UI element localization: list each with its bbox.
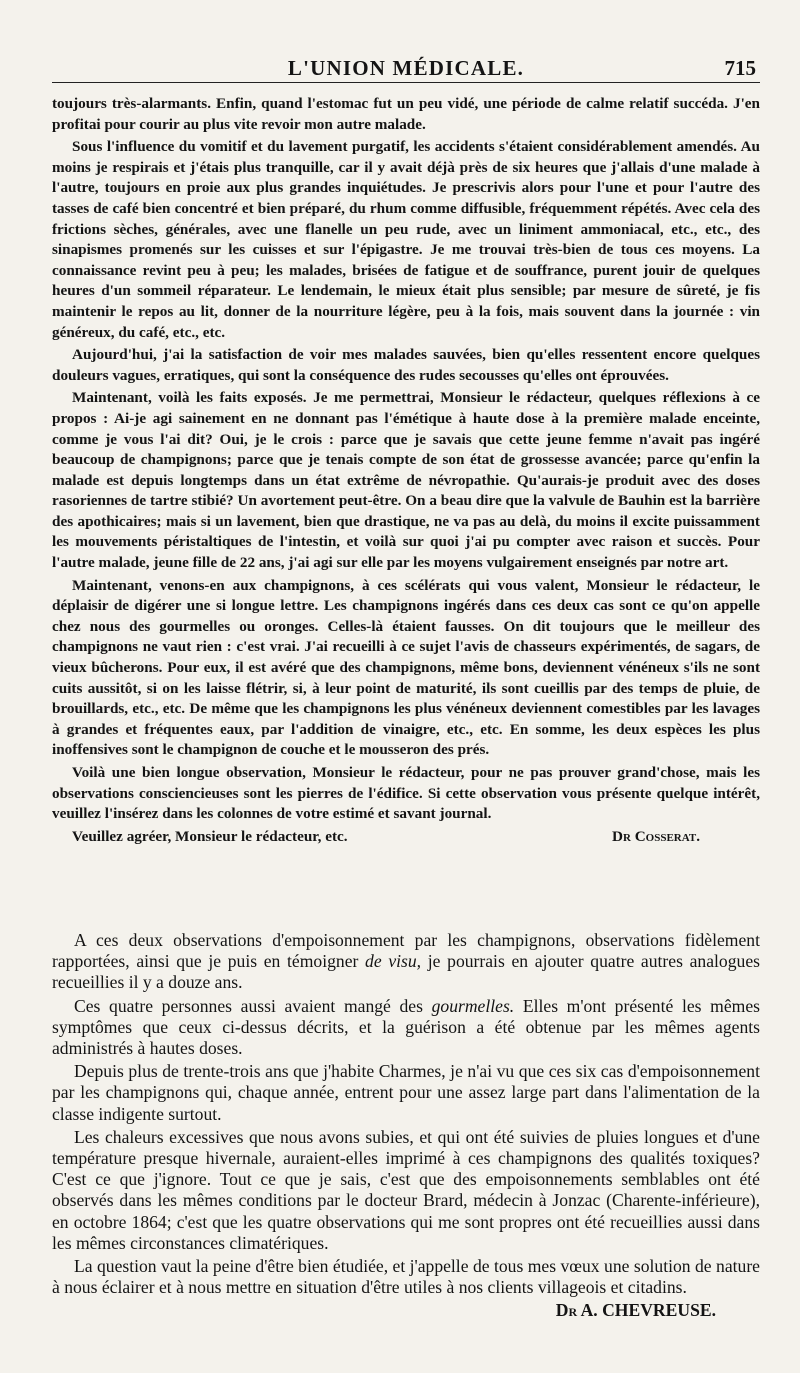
letter-paragraph: Aujourd'hui, j'ai la satisfaction de voir mes malades sauvées, bien qu'elles ressentent encore quelques douleurs vagues, erratiques, qui sont la conséquence des rudes secousses qu'elles ont éprouvées.	[52, 346, 760, 384]
letter-paragraph: Sous l'influence du vomitif et du lavement purgatif, les accidents s'étaient considérablement amendés. Au moins je respirais et j'étais plus tranquille, car il y avait déjà près de six heures que j'allais d'une malade à l'autre, toujours en proie aux plus grandes inquiétudes. Je prescrivis alors pour l'une et pour l'autre des tasses de café bien concentré et bien préparé, du rhum comme diffusible, fréquemment répétés. Avec cela des frictions sèches, générales, avec une flanelle un peu rude, avec un liniment ammoniacal, etc., etc., des sinapismes promenés sur les cuisses et sur l'épigastre. Je me trouvai très-bien de tous ces moyens. La connaissance revint peu à peu; les malades, brisées de fatigue et de souffrance, purent jouir de quelques heures d'un sommeil réparateur. Le lendemain, le mieux était plus sensible; par mesure de sûreté, je fis maintenir le repos au lit, donner de la nourriture légère, peu à la fois, mais souvent dans la journée : vin généreux, du café, etc., etc.	[52, 138, 760, 341]
text-run: je pourrais en ajouter quatre autres analogues recueillies il y a douze ans.	[52, 951, 760, 993]
text-run: Elles m'ont présenté les mêmes symptômes que ceux ci-dessus décrits, et la guérison a été obtenue par les mêmes agents administrés à hautes doses.	[52, 995, 760, 1059]
text-run: A ces deux observations d'empoisonnement par les champignons, observations fidèlement rapportées, ainsi que je puis en témoigner	[52, 930, 760, 972]
page-number: 715	[724, 56, 756, 80]
italic-run: de visu,	[365, 951, 422, 972]
letter-paragraph: toujours très-alarmants. Enfin, quand l'estomac fut un peu vidé, une période de calme relatif succéda. J'en profitai pour courir au plus vite revoir mon autre malade.	[52, 95, 760, 133]
commentary-paragraph: La question vaut la peine d'être bien étudiée, et j'appelle de tous mes vœux une solution de nature à nous éclairer et à nous mettre en situation d'être utiles à nos clients villageois et citadins.	[52, 1256, 760, 1298]
commentary-paragraph: Les chaleurs excessives que nous avons subies, et qui ont été suivies de pluies longues et d'une température presque hivernale, auraient-elles imprimé à ces champignons des qualités toxiques? C'est ce que j'ignore. Tout ce que je sais, c'est que des empoisonnements semblables ont été observés dans les mêmes conditions par le docteur Brard, médecin à Jonzac (Charente-inférieure), en octobre 1864; c'est que les quatre observations qui me sont propres ont été recueillies aussi dans les mêmes circonstances climatériques.	[52, 1126, 760, 1253]
commentary-signature-line	[52, 1300, 760, 1321]
commentary-paragraph: Depuis plus de trente-trois ans que j'habite Charmes, je n'ai vu que ces six cas d'empoisonnement par les champignons qui, chaque année, entrent pour une assez large part dans l'alimentation de la classe indigente surtout.	[52, 1061, 760, 1124]
letter-signature: Dr Cosserat.	[611, 827, 700, 845]
commentary-section	[52, 930, 760, 1322]
letter-paragraph: Maintenant, voilà les faits exposés. Je me permettrai, Monsieur le rédacteur, quelques réflexions à ce propos : Ai-je agi sainement en ne donnant pas l'émétique à haute dose à la première malade enceinte, comme je vous l'ai dit? Oui, je le crois : parce que je savais que cette jeune femme n'avait pas ingéré beaucoup de champignons; parce que je tenais compte de son état de grossesse avancée; parce qu'enfin la malade est depuis longtemps dans un état extrême de névropathie. Qu'aurais-je produit avec des doses rasoriennes de tartre stibié? Un avortement peut-être. On a beau dire que la valvule de Bauhin est la barrière des apothicaires; mais si un lavement, bien que drastique, ne va pas au delà, du moins il excite puissamment les mouvements péristaltiques de l'intestin, et voilà sur quoi j'ai pu compter avec raison et succès. Pour l'autre malade, jeune fille de 22 ans, j'ai agi sur elle par les moyens vulgairement enseignés par notre art.	[52, 389, 760, 572]
commentary-paragraph	[52, 996, 760, 1060]
page-header	[52, 52, 760, 83]
letter-section	[52, 94, 760, 847]
letter-paragraph: Voilà une bien longue observation, Monsieur le rédacteur, pour ne pas prouver grand'chose, mais les observations consciencieuses sont les pierres de l'édifice. Si cette observation vous présente quelque intérêt, veuillez l'insérez dans les colonnes de votre estimé et savant journal.	[52, 764, 760, 823]
letter-paragraph: Maintenant, venons-en aux champignons, à ces scélérats qui vous valent, Monsieur le rédacteur, le déplaisir de digérer une si longue lettre. Les champignons ingérés dans ces deux cas sont ce qu'on appelle chez nous des gourmelles ou oronges. Celles-là étaient fausses. On dit toujours que le meilleur des champignons ne vaut rien : c'est vrai. J'ai recueilli à ce sujet l'avis de chasseurs expérimentés, de sagars, de vieux bûcherons. Pour eux, il est avéré que des champignons, même bons, deviennent vénéneux s'ils ne sont cuits aussitôt, si on les laisse flétrir, si, à leur point de maturité, ils sont cueillis par des temps de pluie, de brouillards, etc., etc. De même que les champignons les plus vénéneux deviennent comestibles par les lavages à grandes et fréquentes eaux, par l'addition de vinaigre, etc., etc. En somme, les deux espèces les plus inoffensives sont le champignon de couche et le mousseron des prés.	[52, 576, 760, 759]
letter-closing: Veuillez agréer, Monsieur le rédacteur, etc.	[72, 827, 348, 845]
letter-closing-line	[52, 827, 760, 848]
running-head: L'UNION MÉDICALE.	[287, 56, 525, 80]
commentary-paragraph	[52, 930, 760, 994]
commentary-signature: Dr A. CHEVREUSE.	[555, 1300, 716, 1321]
italic-run: gourmelles.	[431, 995, 515, 1016]
text-run: Ces quatre personnes aussi avaient mangé des	[74, 995, 432, 1016]
